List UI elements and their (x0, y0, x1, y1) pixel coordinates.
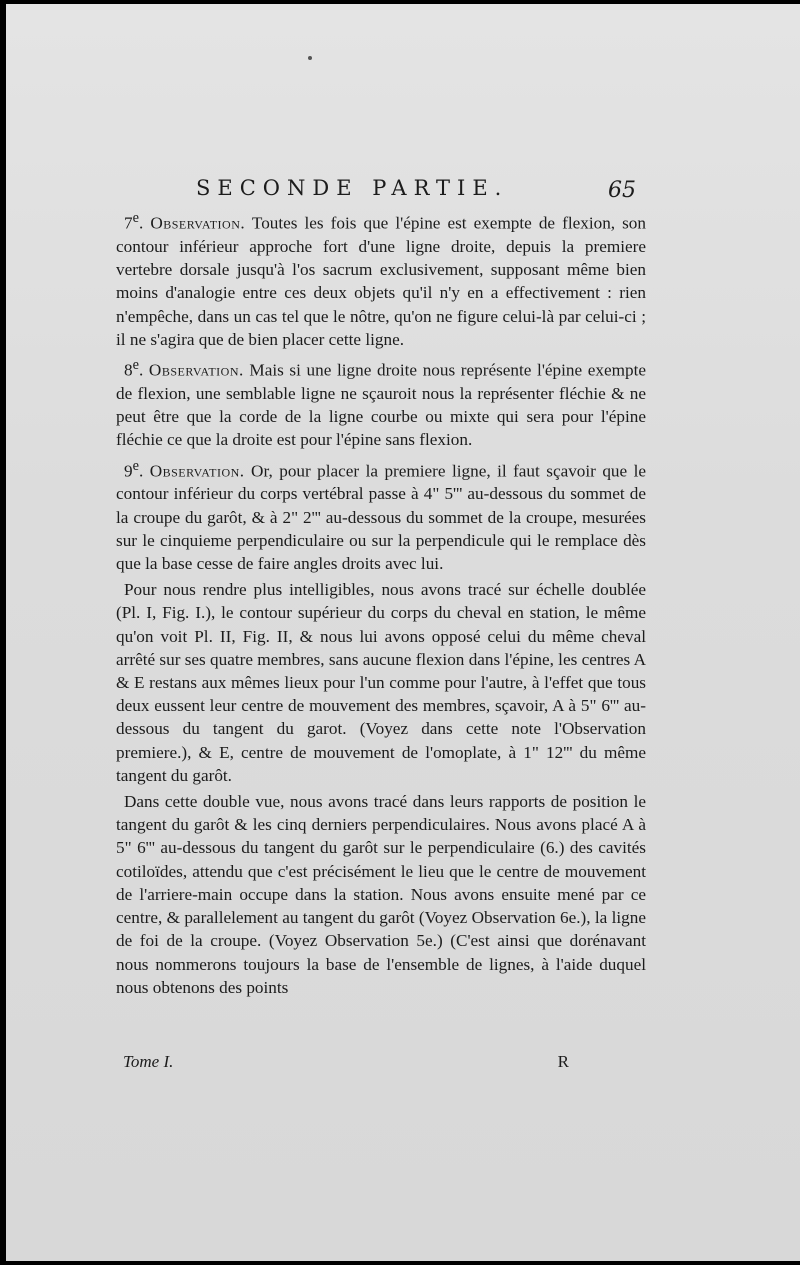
book-page (6, 4, 800, 1261)
paragraph: Dans cette double vue, nous avons tracé dans leurs rapports de position le tangent du garôt & les cinq derniers perpendiculaires. Nous avons placé A à 5" 6''' au-dessous du tangent du garôt sur le perpendiculaire (6.) des cavités cotiloïdes, attendu que c'est précisément le lieu que le centre de mouvement de l'arriere-main occupe dans la station. Nous avons ensuite mené par ce centre, & parallelement au tangent du garôt (Voyez Observation 6e.), la ligne de foi de la croupe. (Voyez Observation 5e.) (C'est ainsi que dorénavant nous nommerons toujours la base de l'ensemble de lignes, à l'aide duquel nous obtenons des points (116, 792, 646, 997)
paragraph-text: Mais si une ligne droite nous représente l'épine exempte de flexion, une semblable ligne ne sçauroit nous la représenter fléchie & ne peut être que la corde de la ligne courbe ou mixte qui sera pour l'épine fléchie ce que la droite est pour l'épine sans flexion. (116, 360, 646, 450)
paragraph: Pour nous rendre plus intelligibles, nous avons tracé sur échelle doublée (Pl. I, Fig. I.), le contour supérieur du corps du cheval en station, le même qu'on voit Pl. II, Fig. II, & nous lui avons opposé celui du même cheval arrêté sur ses quatre membres, sans aucune flexion dans l'épine, les centres A & E restans aux mêmes lieux pour l'un comme pour l'autre, à l'effet que tous deux eussent leur centre de mouvement des membres, sçavoir, A à 5" 6''' au-dessous du tangent du garot. (Voyez dans cette note l'Observation premiere.), & E, centre de mouvement de l'omoplate, à 1" 12''' du même tangent du garôt. (116, 580, 646, 785)
observation-number: 9 (124, 461, 133, 481)
paragraph-text: Or, pour placer la premiere ligne, il faut sçavoir que le contour inférieur du corps vertébral passe à 4" 5''' au-dessous du sommet de la croupe du garôt, & à 2" 2''' au-dessous du sommet de la croupe, mesurées sur le cinquieme perpendiculaire ou sur la perpendicule qui le remplace dès que la base cesse de faire angles droits avec lui. (116, 461, 646, 574)
page-number: 65 (608, 178, 636, 203)
paragraph: 9e. Observation. Or, pour placer la premiere ligne, il faut sçavoir que le contour inférieur du corps vertébral passe à 4" 5''' au-dessous du sommet de la croupe du garôt, & à 2" 2''' au-dessous du sommet de la croupe, mesurées sur le cinquieme perpendiculaire ou sur la perpendicule qui le remplace dès que la base cesse de faire angles droits avec lui. (116, 457, 646, 574)
observation-number: 8 (124, 360, 133, 380)
running-title: SECONDE PARTIE. (196, 176, 509, 200)
paragraph-text: Toutes les fois que l'épine est exempte de flexion, son contour inférieur approche fort d'une ligne droite, depuis la premiere vertebre dorsale jusqu'à l'os sacrum exclusivement, supposant même bien moins d'analogie entre ces deux objets qu'il n'y en a effectivement : rien n'empêche, dans un cas tel que le nôtre, qu'on ne figure celui-là par celui-ci ; il ne s'agira que de bien placer cette ligne. (116, 213, 646, 349)
paragraph: 7e. Observation. Toutes les fois que l'épine est exempte de flexion, son contour inférieur approche fort d'une ligne droite, depuis la premiere vertebre dorsale jusqu'à l'os sacrum exclusivement, supposant même bien moins d'analogie entre ces deux objets qu'il n'y en a effectivement : rien n'empêche, dans un cas tel que le nôtre, qu'on ne figure celui-là par celui-ci ; il ne s'agira que de bien placer cette ligne. (116, 210, 646, 349)
observation-label: Observation. (150, 213, 246, 233)
body-text (116, 207, 646, 1002)
volume-label: Tome I. (123, 1052, 174, 1071)
paragraph: 8e. Observation. Mais si une ligne droite nous représente l'épine exempte de flexion, une semblable ligne ne sçauroit nous la représenter fléchie & ne peut être que la corde de la ligne courbe ou mixte qui sera pour l'épine fléchie ce que la droite est pour l'épine sans flexion. (116, 356, 646, 450)
signature-mark: R (557, 1052, 569, 1071)
observation-label: Observation. (148, 360, 244, 380)
observation-number: 7 (124, 213, 133, 233)
running-header (196, 176, 636, 204)
observation-label: Observation. (149, 461, 245, 481)
